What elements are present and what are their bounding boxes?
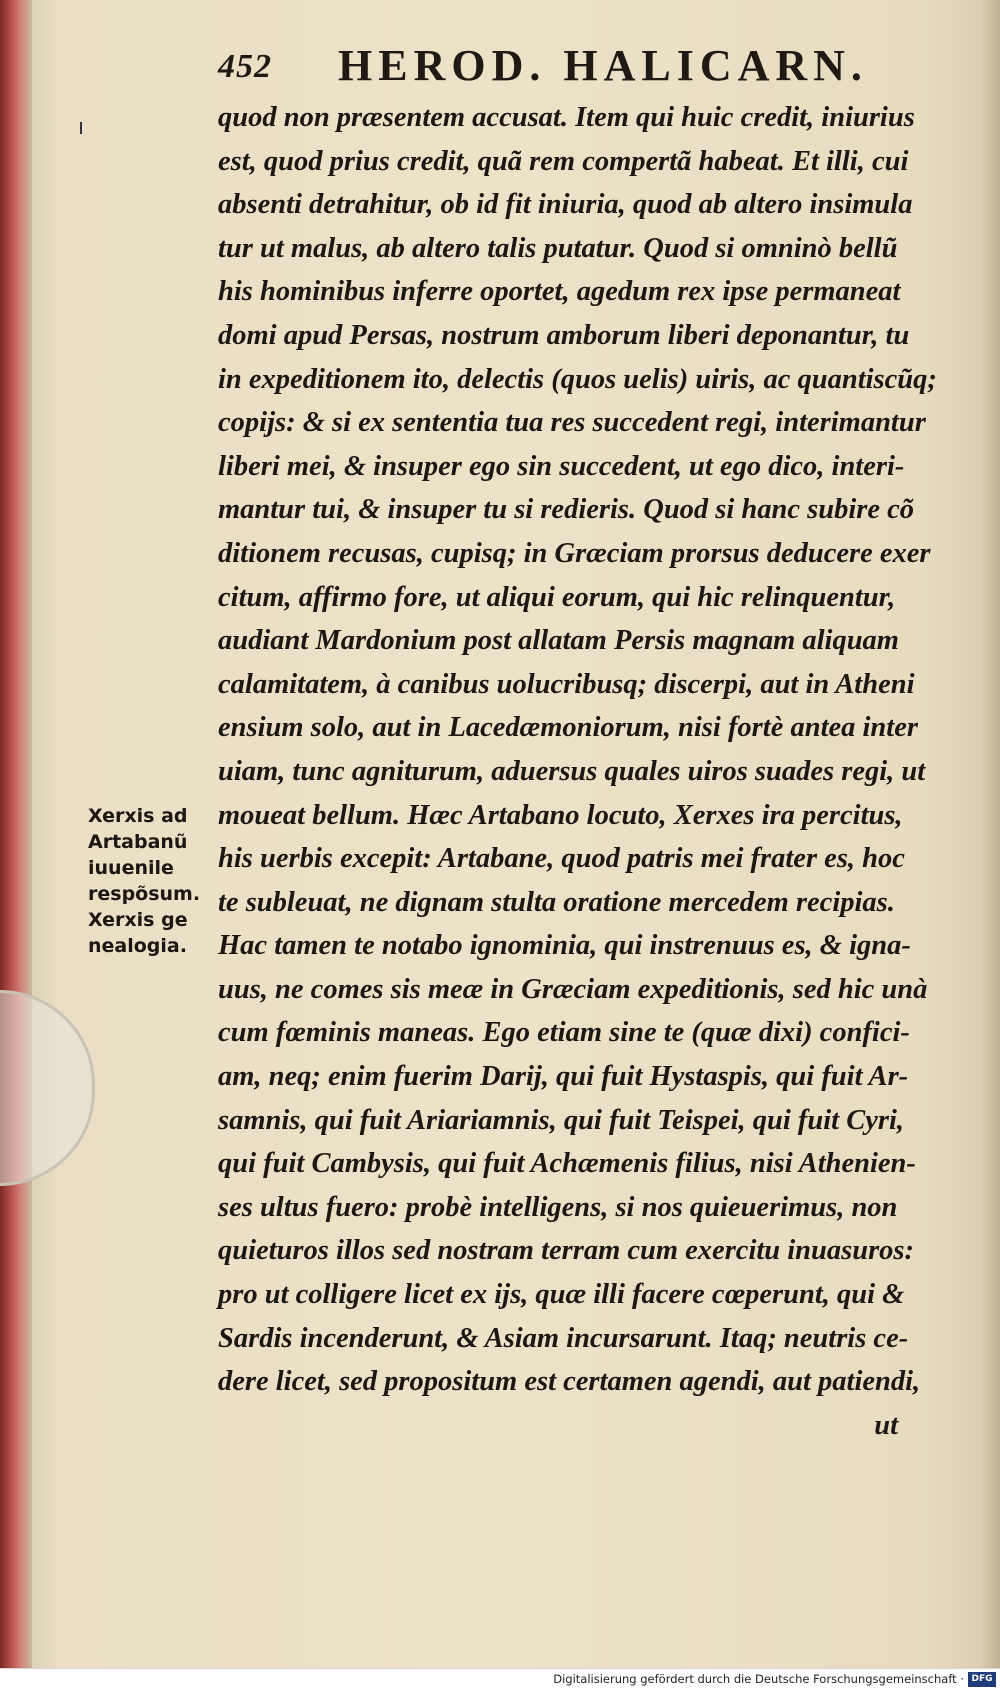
margin-note-line: Artabanũ (88, 831, 188, 853)
page-gutter (982, 0, 1000, 1668)
running-head: HEROD. HALICARN. (338, 41, 868, 90)
digitization-credit: Digitalisierung gefördert durch die Deutsche Forschungsgemeinschaft · (553, 1672, 964, 1686)
dfg-logo: DFG (968, 1672, 996, 1687)
text-line: pro ut colligere licet ex ijs, quæ illi facere cœperunt, qui & (218, 1279, 905, 1311)
text-line: in expeditionem ito, delectis (quos uelis) uiris, ac quantiscũq; (218, 363, 937, 395)
red-page-edge (0, 0, 32, 1668)
text-line: quod non præsentem accusat. Item qui huic credit, iniurius (218, 102, 915, 133)
footer-bar (0, 1668, 1000, 1691)
text-line: moueat bellum. Hæc Artabano locuto, Xerxes ira percitus, (218, 799, 903, 831)
text-line: audiant Mardonium post allatam Persis magnam aliquam (218, 625, 899, 657)
text-line: liberi mei, & insuper ego sin succedent, ut ego dico, interi- (218, 450, 905, 482)
text-line: ensium solo, aut in Lacedæmoniorum, nisi fortè antea inter (218, 712, 918, 744)
text-line: qui fuit Cambysis, qui fuit Achæmenis filius, nisi Athenien- (218, 1148, 916, 1180)
text-line: quieturos illos sed nostram terram cum exercitu inuasuros: (218, 1235, 914, 1267)
text-line: uus, ne comes sis meæ in Græciam expeditionis, sed hic unà (218, 973, 928, 1005)
text-line: Hac tamen te notabo ignominia, qui instrenuus es, & igna- (218, 930, 911, 962)
catchword: ut (874, 1409, 898, 1441)
body-text (218, 96, 937, 1447)
text-line: uiam, tunc agniturum, aduersus quales uiros suades regi, ut (218, 755, 926, 787)
margin-note-line: nealogia. (88, 935, 187, 957)
text-line: his uerbis excepit: Artabane, quod patris mei frater es, hoc (218, 843, 905, 875)
text-line: am, neq; enim fuerim Darij, qui fuit Hystaspis, qui fuit Ar- (218, 1061, 909, 1093)
text-line: copijs: & si ex sententia tua res succedent regi, interimantur (218, 407, 926, 439)
margin-tick (80, 122, 82, 134)
text-line: est, quod prius credit, quã rem compertã habeat. Et illi, cui (218, 145, 909, 177)
bookmark-ribbon (0, 990, 95, 1186)
text-line: calamitatem, à canibus uolucribusq; discerpi, aut in Atheni (218, 668, 915, 700)
text-line: cum fœminis maneas. Ego etiam sine te (quæ dixi) confici- (218, 1017, 910, 1049)
text-line: citum, affirmo fore, ut aliqui eorum, qui hic relinquentur, (218, 581, 896, 613)
text-line: Sardis incenderunt, & Asiam incursarunt. Itaq; neutris ce- (218, 1322, 909, 1354)
margin-note-line: iuuenile (88, 857, 174, 879)
text-line: his hominibus inferre oportet, agedum rex ipse permaneat (218, 276, 901, 308)
margin-note (88, 803, 218, 959)
page-header (218, 40, 908, 90)
text-line: samnis, qui fuit Ariariamnis, qui fuit Teispei, qui fuit Cyri, (218, 1104, 905, 1136)
margin-note-line: respõsum. (88, 883, 201, 905)
text-line: te subleuat, ne dignam stulta oratione mercedem recipias. (218, 886, 895, 918)
page-number: 452 (218, 48, 272, 85)
text-line: mantur tui, & insuper tu si redieris. Quod si hanc subire cõ (218, 494, 915, 526)
text-line: ditionem recusas, cupisq; in Græciam prorsus deducere exer (218, 537, 931, 569)
text-line: tur ut malus, ab altero talis putatur. Quod si omninò bellũ (218, 232, 898, 264)
margin-note-line: Xerxis ad (88, 805, 188, 827)
text-line: ses ultus fuero: probè intelligens, si nos quieuerimus, non (218, 1191, 898, 1223)
margin-note-line: Xerxis ge (88, 909, 188, 931)
text-line: domi apud Persas, nostrum amborum liberi deponantur, tu (218, 319, 910, 351)
text-line: dere licet, sed propositum est certamen agendi, aut patiendi, (218, 1366, 921, 1398)
text-line: absenti detrahitur, ob id fit iniuria, quod ab altero insimula (218, 189, 913, 221)
